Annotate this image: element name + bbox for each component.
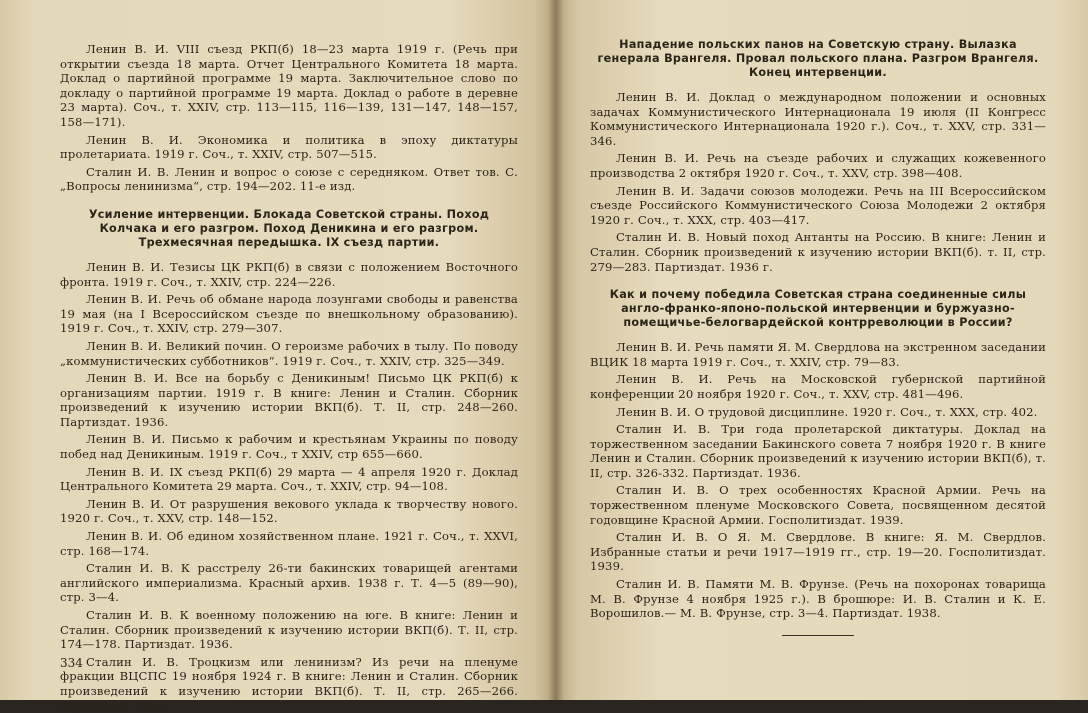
bibliography-entry: Ленин В. И. Письмо к рабочим и крестьянам Украины по поводу побед над Деникиным. 1919 г. Соч., т XXIV, стр 655—660. xyxy=(60,432,518,462)
bibliography-entry: Сталин И. В. Новый поход Антанты на Россию. В книге: Ленин и Сталин. Сборник произведений к изучению истории ВКП(б). т. II, стр. 279—283. Партиздат. 1936 г. xyxy=(590,230,1046,274)
bibliography-entry: Ленин В. И. VIII съезд РКП(б) 18—23 марта 1919 г. (Речь при открытии съезда 18 марта. Отчет Центрального Комитета 18 марта. Доклад о партийной программе 19 марта. Заключительное слово по докладу о партийной программе 19 марта. Доклад о работе в деревне 23 марта). Соч., т. XXIV, стр. 113—115, 116—139, 131—147, 148—157, 158—171). xyxy=(60,42,518,129)
bibliography-entry: Сталин И. В. Памяти М. В. Фрунзе. (Речь на похоронах товарища М. В. Фрунзе 4 ноября 1925 г.). В брошюре: И. В. Сталин и К. Е. Ворошилов.— М. В. Фрунзе, стр. 3—4. Партиздат. 1938. xyxy=(590,577,1046,621)
bibliography-entry: Ленин В. И. Речь об обмане народа лозунгами свободы и равенства 19 мая (на I Всероссийском съезде по внешкольному образованию). 1919 г. Соч., т. XXIV, стр. 279—307. xyxy=(60,292,518,336)
section-heading: Как и почему победила Советская страна соединенные силы англо-франко-японо-польской интервенции и буржуазно-помещичье-белогвардейской контрреволюции в России? xyxy=(609,288,1027,330)
bibliography-entry: Ленин В. И. Речь памяти Я. М. Свердлова на экстренном заседании ВЦИК 18 марта 1919 г. Соч., т. XXIV, стр. 79—83. xyxy=(590,340,1046,369)
left-entries-bottom xyxy=(60,260,518,713)
bibliography-entry: Сталин И. В. Три года пролетарской диктатуры. Доклад на торжественном заседании Бакинского совета 7 ноября 1920 г. В книге Ленин и Сталин. Сборник произведений к изучению истории ВКП(б), т. II, стр. 326-332. Партиздат. 1936. xyxy=(590,422,1046,480)
bibliography-entry: Сталин И. В. К расстрелу 26-ти бакинских товарищей агентами английского империализма. Красный архив. 1938 г. Т. 4—5 (89—90), стр. 3—4. xyxy=(60,561,518,605)
bibliography-entry: Сталин И. В. Ленин и вопрос о союзе с середняком. Ответ тов. С. „Вопросы ленинизма“, стр. 194—202. 11-е изд. xyxy=(60,164,518,194)
section-divider xyxy=(782,635,854,636)
right-page xyxy=(556,0,1088,700)
bibliography-entry: Ленин В. И. Тезисы ЦК РКП(б) в связи с положением Восточного фронта. 1919 г. Соч., т. XXIV, стр. 224—226. xyxy=(60,259,518,289)
bibliography-entry: Ленин В. И. IX съезд РКП(б) 29 марта — 4 апреля 1920 г. Доклад Центрального Комитета 29 марта. Соч., т. XXIV, стр. 94—108. xyxy=(60,464,518,494)
section-heading: Усиление интервенции. Блокада Советской страны. Поход Колчака и его разгром. Поход Деникина и его разгром. Трехмесячная передышка. IX съезд партии. xyxy=(88,207,490,249)
bibliography-entry: Ленин В. И. Великий почин. О героизме рабочих в тылу. По поводу „коммунистических субботников“. 1919 г. Соч., т. XXIV, стр. 325—349. xyxy=(60,338,518,368)
bibliography-entry: Сталин И. В. О трех особенностях Красной Армии. Речь на торжественном пленуме Московского Совета, посвященном десятой годовщине Красной Армии. Госполитиздат. 1939. xyxy=(590,483,1046,527)
section-heading: Нападение польских панов на Советскую страну. Вылазка генерала Врангеля. Провал польского плана. Разгром Врангеля. Конец интервенции. xyxy=(597,38,1039,79)
bibliography-entry: Ленин В. И. Доклад о международном положении и основных задачах Коммунистического Интернационала 19 июля (II Конгресс Коммунистического Интернационала 1920 г.). Соч., т. XXV, стр. 331—346. xyxy=(590,90,1046,148)
bibliography-entry: Ленин В. И. Речь на съезде рабочих и служащих кожевенного производства 2 октября 1920 г. Соч., т. XXV, стр. 398—408. xyxy=(590,151,1046,180)
right-entries-2 xyxy=(590,340,1046,621)
bibliography-entry: Сталин И. В. К военному положению на юге. В книге: Ленин и Сталин. Сборник произведений к изучению истории ВКП(б). Т. II, стр. 174—178. Партиздат. 1936. xyxy=(60,608,518,652)
bibliography-entry: Ленин В. И. От разрушения векового уклада к творчеству нового. 1920 г. Соч., т. XXV, стр. 148—152. xyxy=(60,496,518,526)
bibliography-entry: Сталин И. В. Троцкизм или ленинизм? Из речи на пленуме фракции ВЦСПС 19 ноября 1924 г. В книге: Ленин и Сталин. Сборник произведений к изучению истории ВКП(б). Т. II, стр. 265—266. Партиздат. 1936. xyxy=(60,654,518,713)
page-number: 334 xyxy=(60,656,83,670)
bibliography-entry: Ленин В. И. Задачи союзов молодежи. Речь на III Всероссийском съезде Российского Коммунистического Союза Молодежи 2 октября 1920 г. Соч., т. XXX, стр. 403—417. xyxy=(590,183,1046,227)
bibliography-entry: Ленин В. И. О трудовой дисциплине. 1920 г. Соч., т. XXX, стр. 402. xyxy=(616,404,1038,419)
bibliography-entry: Ленин В. И. Речь на Московской губернской партийной конференции 20 ноября 1920 г. Соч., т. XXV, стр. 481—496. xyxy=(590,372,1046,401)
right-entries-1 xyxy=(590,90,1046,274)
bibliography-entry: Ленин В. И. Все на борьбу с Деникиным! Письмо ЦК РКП(б) к организациям партии. 1919 г. В книге: Ленин и Сталин. Сборник произведений к изучению истории ВКП(б). Т. II, стр. 248—260. Партиздат. 1936. xyxy=(60,371,518,429)
bibliography-entry: Ленин В. И. Об едином хозяйственном плане. 1921 г. Соч., т. XXVI, стр. 168—174. xyxy=(60,529,518,558)
bibliography-entry: Ленин В. И. Экономика и политика в эпоху диктатуры пролетариата. 1919 г. Соч., т. XXIV, стр. 507—515. xyxy=(60,132,518,162)
left-entries-top xyxy=(60,42,518,194)
bibliography-entry: Сталин И. В. О Я. М. Свердлове. В книге: Я. М. Свердлов. Избранные статьи и речи 1917—1919 гг., стр. 19—20. Госполитиздат. 1939. xyxy=(590,530,1046,574)
